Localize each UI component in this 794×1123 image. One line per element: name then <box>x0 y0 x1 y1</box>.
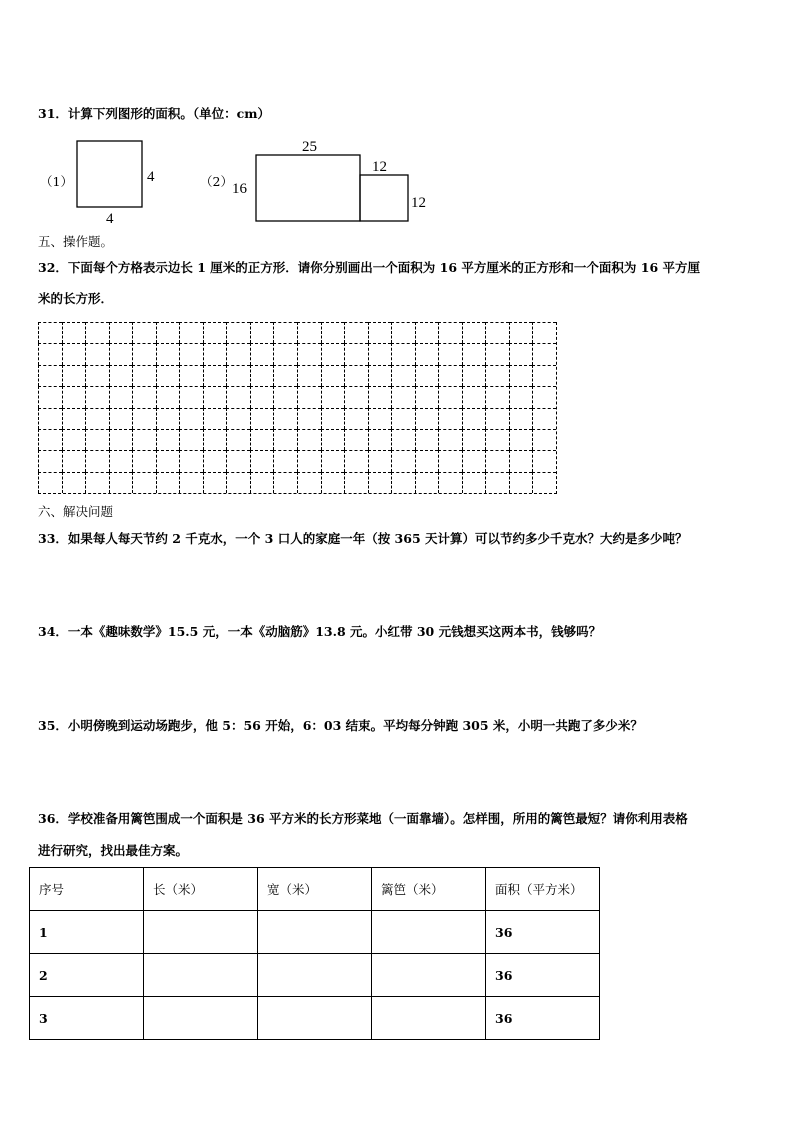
grid-cell[interactable] <box>226 429 250 450</box>
grid-cell[interactable] <box>462 450 486 471</box>
grid-cell[interactable] <box>391 429 415 450</box>
grid-cell[interactable] <box>156 322 180 343</box>
grid-cell[interactable] <box>438 365 462 386</box>
grid-cell[interactable] <box>203 408 227 429</box>
grid-cell[interactable] <box>250 386 274 407</box>
question-36-line-1: 36．学校准备用篱笆围成一个面积是 36 平方米的长方形菜地（一面靠墙）。怎样围，所用的篱笆最短？请你利用表格 <box>38 811 688 826</box>
grid-cell[interactable] <box>132 322 156 343</box>
grid-cell[interactable] <box>391 386 415 407</box>
grid-cell[interactable] <box>156 408 180 429</box>
grid-cell[interactable] <box>344 472 368 493</box>
area-cell: 36 <box>486 997 600 1040</box>
grid-cell[interactable] <box>132 343 156 364</box>
grid-cell[interactable] <box>321 472 345 493</box>
grid-cell[interactable] <box>438 343 462 364</box>
grid-cell[interactable] <box>132 450 156 471</box>
figure-2-label: （2） <box>200 174 233 189</box>
grid-cell[interactable] <box>485 429 509 450</box>
grid-cell[interactable] <box>321 450 345 471</box>
grid-cell[interactable] <box>438 429 462 450</box>
grid-cell[interactable] <box>179 450 203 471</box>
grid-cell[interactable] <box>85 408 109 429</box>
grid-cell[interactable] <box>438 386 462 407</box>
grid-cell[interactable] <box>297 408 321 429</box>
grid-cell[interactable] <box>532 343 556 364</box>
grid-cell[interactable] <box>391 450 415 471</box>
grid-cell[interactable] <box>250 365 274 386</box>
grid-cell[interactable] <box>273 408 297 429</box>
grid-cell[interactable] <box>415 343 439 364</box>
question-31: 31．计算下列图形的面积。（单位：cm） <box>38 106 270 121</box>
table-row <box>30 997 600 1040</box>
grid-cell[interactable] <box>132 408 156 429</box>
grid-cell[interactable] <box>368 472 392 493</box>
grid-cell[interactable] <box>250 450 274 471</box>
fence-cell[interactable] <box>372 954 486 997</box>
grid-cell[interactable] <box>368 408 392 429</box>
grid-cell[interactable] <box>62 450 86 471</box>
figure-1-label: （1） <box>40 174 73 189</box>
grid-cell[interactable] <box>85 322 109 343</box>
grid-cell[interactable] <box>391 408 415 429</box>
grid-cell[interactable] <box>485 450 509 471</box>
grid-cell[interactable] <box>179 365 203 386</box>
grid-cell[interactable] <box>179 408 203 429</box>
grid-cell[interactable] <box>438 472 462 493</box>
grid-cell[interactable] <box>273 322 297 343</box>
grid-cell[interactable] <box>532 429 556 450</box>
grid-cell[interactable] <box>179 429 203 450</box>
grid-cell[interactable] <box>485 343 509 364</box>
grid-cell[interactable] <box>273 429 297 450</box>
header-index: 序号 <box>30 868 144 911</box>
grid-cell[interactable] <box>462 472 486 493</box>
square-side-bottom: 4 <box>106 211 114 227</box>
grid-cell[interactable] <box>321 322 345 343</box>
grid-cell[interactable] <box>509 365 533 386</box>
grid-cell[interactable] <box>344 365 368 386</box>
grid-cell[interactable] <box>85 365 109 386</box>
grid-cell[interactable] <box>344 450 368 471</box>
grid-cell[interactable] <box>250 472 274 493</box>
grid-cell[interactable] <box>297 365 321 386</box>
grid-cell[interactable] <box>109 472 133 493</box>
grid-cell[interactable] <box>344 322 368 343</box>
grid-cell[interactable] <box>438 322 462 343</box>
grid-cell[interactable] <box>109 365 133 386</box>
grid-cell[interactable] <box>156 472 180 493</box>
grid-cell[interactable] <box>226 408 250 429</box>
header-width: 宽（米） <box>258 868 372 911</box>
fence-cell[interactable] <box>372 997 486 1040</box>
width-cell[interactable] <box>258 911 372 954</box>
grid-cell[interactable] <box>297 450 321 471</box>
question-32-line-2: 米的长方形． <box>38 291 114 306</box>
grid-cell[interactable] <box>38 429 62 450</box>
grid-cell[interactable] <box>509 450 533 471</box>
grid-cell[interactable] <box>344 386 368 407</box>
grid-cell[interactable] <box>85 450 109 471</box>
grid-cell[interactable] <box>532 365 556 386</box>
grid-cell[interactable] <box>109 408 133 429</box>
grid-cell[interactable] <box>203 386 227 407</box>
grid-cell[interactable] <box>179 472 203 493</box>
grid-cell[interactable] <box>38 343 62 364</box>
grid-cell[interactable] <box>509 322 533 343</box>
grid-cell[interactable] <box>462 365 486 386</box>
grid-cell[interactable] <box>297 343 321 364</box>
small-square-right-length: 12 <box>411 195 426 211</box>
grid-cell[interactable] <box>321 365 345 386</box>
grid-cell[interactable] <box>321 343 345 364</box>
row-index: 3 <box>30 997 144 1040</box>
grid-cell[interactable] <box>462 322 486 343</box>
grid-cell[interactable] <box>132 386 156 407</box>
grid-cell[interactable] <box>38 365 62 386</box>
question-36-line-2: 进行研究，找出最佳方案。 <box>38 843 189 858</box>
grid-cell[interactable] <box>532 408 556 429</box>
square-side-right: 4 <box>147 169 155 185</box>
question-35: 35．小明傍晚到运动场跑步，他 5：56 开始，6：03 结束。平均每分钟跑 305 米，小明一共跑了多少米？ <box>38 718 643 733</box>
grid-cell[interactable] <box>250 408 274 429</box>
grid-cell[interactable] <box>62 472 86 493</box>
grid-cell[interactable] <box>415 322 439 343</box>
grid-cell[interactable] <box>250 429 274 450</box>
grid-cell[interactable] <box>485 472 509 493</box>
grid-cell[interactable] <box>156 429 180 450</box>
table-header-row <box>30 868 600 911</box>
grid-cell[interactable] <box>250 343 274 364</box>
grid-cell[interactable] <box>226 343 250 364</box>
grid-cell[interactable] <box>485 322 509 343</box>
grid-cell[interactable] <box>344 343 368 364</box>
area-cell: 36 <box>486 911 600 954</box>
grid-cell[interactable] <box>85 429 109 450</box>
grid-cell[interactable] <box>203 322 227 343</box>
grid-cell[interactable] <box>226 322 250 343</box>
grid-cell[interactable] <box>391 322 415 343</box>
section-5-heading: 五、操作题。 <box>38 234 114 249</box>
grid-cell[interactable] <box>321 386 345 407</box>
grid-cell[interactable] <box>485 408 509 429</box>
small-square-top-length: 12 <box>372 159 387 175</box>
dashed-grid[interactable] <box>38 322 557 494</box>
grid-cell[interactable] <box>226 450 250 471</box>
grid-cell[interactable] <box>38 386 62 407</box>
grid-cell[interactable] <box>391 365 415 386</box>
grid-cell[interactable] <box>485 386 509 407</box>
grid-cell[interactable] <box>509 386 533 407</box>
row-index: 2 <box>30 954 144 997</box>
grid-cell[interactable] <box>509 429 533 450</box>
grid-cell[interactable] <box>203 365 227 386</box>
grid-cell[interactable] <box>156 450 180 471</box>
grid-cell[interactable] <box>462 386 486 407</box>
grid-cell[interactable] <box>297 429 321 450</box>
grid-cell[interactable] <box>62 429 86 450</box>
grid-cell[interactable] <box>321 408 345 429</box>
row-index: 1 <box>30 911 144 954</box>
grid-cell[interactable] <box>226 472 250 493</box>
large-rect-left-length: 16 <box>232 181 247 197</box>
grid-cell[interactable] <box>415 450 439 471</box>
grid-cell[interactable] <box>156 343 180 364</box>
grid-cell[interactable] <box>391 343 415 364</box>
grid-cell[interactable] <box>368 322 392 343</box>
grid-cell[interactable] <box>344 429 368 450</box>
grid-cell[interactable] <box>203 472 227 493</box>
grid-cell[interactable] <box>85 386 109 407</box>
grid-cell[interactable] <box>344 408 368 429</box>
grid-cell[interactable] <box>485 365 509 386</box>
length-cell[interactable] <box>144 997 258 1040</box>
grid-cell[interactable] <box>509 343 533 364</box>
grid-cell[interactable] <box>226 386 250 407</box>
grid-cell[interactable] <box>38 472 62 493</box>
grid-cell[interactable] <box>273 386 297 407</box>
fence-cell[interactable] <box>372 911 486 954</box>
grid-cell[interactable] <box>415 429 439 450</box>
grid-cell[interactable] <box>532 322 556 343</box>
grid-cell[interactable] <box>297 322 321 343</box>
grid-cell[interactable] <box>415 365 439 386</box>
width-cell[interactable] <box>258 997 372 1040</box>
grid-cell[interactable] <box>203 429 227 450</box>
grid-cell[interactable] <box>62 365 86 386</box>
grid-cell[interactable] <box>179 322 203 343</box>
table-row <box>30 911 600 954</box>
grid-cell[interactable] <box>132 472 156 493</box>
grid-cell[interactable] <box>297 386 321 407</box>
width-cell[interactable] <box>258 954 372 997</box>
grid-cell[interactable] <box>368 450 392 471</box>
grid-cell[interactable] <box>297 472 321 493</box>
grid-cell[interactable] <box>132 365 156 386</box>
grid-cell[interactable] <box>156 365 180 386</box>
grid-cell[interactable] <box>109 450 133 471</box>
header-fence: 篱笆（米） <box>372 868 486 911</box>
grid-cell[interactable] <box>462 343 486 364</box>
grid-cell[interactable] <box>438 408 462 429</box>
grid-cell[interactable] <box>273 365 297 386</box>
section-6-heading: 六、解决问题 <box>38 504 114 519</box>
small-square-shape <box>360 175 408 221</box>
question-33: 33．如果每人每天节约 2 千克水，一个 3 口人的家庭一年（按 365 天计算）可以节约多少千克水？大约是多少吨？ <box>38 531 688 546</box>
grid-cell[interactable] <box>462 429 486 450</box>
grid-cell[interactable] <box>38 322 62 343</box>
grid-cell[interactable] <box>368 429 392 450</box>
grid-cell[interactable] <box>109 343 133 364</box>
grid-cell[interactable] <box>62 322 86 343</box>
grid-cell[interactable] <box>368 365 392 386</box>
grid-cell[interactable] <box>62 343 86 364</box>
grid-cell[interactable] <box>250 322 274 343</box>
grid-cell[interactable] <box>415 472 439 493</box>
grid-cell[interactable] <box>109 322 133 343</box>
grid-cell[interactable] <box>368 343 392 364</box>
question-34: 34．一本《趣味数学》15.5 元，一本《动脑筋》13.8 元。小红带 30 元钱想买这两本书，钱够吗？ <box>38 624 602 639</box>
large-rect-top-length: 25 <box>302 139 317 155</box>
grid-cell[interactable] <box>273 450 297 471</box>
grid-cell[interactable] <box>462 408 486 429</box>
grid-cell[interactable] <box>179 386 203 407</box>
question-32-line-1: 32．下面每个方格表示边长 1 厘米的正方形．请你分别画出一个面积为 16 平方厘米的正方形和一个面积为 16 平方厘 <box>38 260 700 275</box>
area-cell: 36 <box>486 954 600 997</box>
grid-cell[interactable] <box>62 408 86 429</box>
grid-cell[interactable] <box>109 386 133 407</box>
grid-cell[interactable] <box>132 429 156 450</box>
grid-cell[interactable] <box>38 408 62 429</box>
grid-cell[interactable] <box>226 365 250 386</box>
grid-cell[interactable] <box>38 450 62 471</box>
grid-cell[interactable] <box>62 386 86 407</box>
large-rectangle-shape <box>256 155 360 221</box>
header-area: 面积（平方米） <box>486 868 600 911</box>
grid-cell[interactable] <box>509 472 533 493</box>
grid-cell[interactable] <box>532 386 556 407</box>
grid-cell[interactable] <box>156 386 180 407</box>
grid-cell[interactable] <box>391 472 415 493</box>
grid-cell[interactable] <box>532 472 556 493</box>
square-shape <box>77 141 142 207</box>
grid-cell[interactable] <box>415 386 439 407</box>
grid-cell[interactable] <box>368 386 392 407</box>
grid-cell[interactable] <box>85 472 109 493</box>
header-length: 长（米） <box>144 868 258 911</box>
grid-cell[interactable] <box>532 450 556 471</box>
grid-cell[interactable] <box>273 472 297 493</box>
grid-cell[interactable] <box>203 343 227 364</box>
grid-cell[interactable] <box>415 408 439 429</box>
grid-cell[interactable] <box>109 429 133 450</box>
grid-cell[interactable] <box>321 429 345 450</box>
grid-cell[interactable] <box>273 343 297 364</box>
research-table <box>29 867 600 1040</box>
grid-cell[interactable] <box>438 450 462 471</box>
area-figures <box>0 0 794 240</box>
grid-cell[interactable] <box>179 343 203 364</box>
grid-cell[interactable] <box>203 450 227 471</box>
length-cell[interactable] <box>144 954 258 997</box>
grid-cell[interactable] <box>509 408 533 429</box>
grid-cell[interactable] <box>85 343 109 364</box>
table-row <box>30 954 600 997</box>
length-cell[interactable] <box>144 911 258 954</box>
